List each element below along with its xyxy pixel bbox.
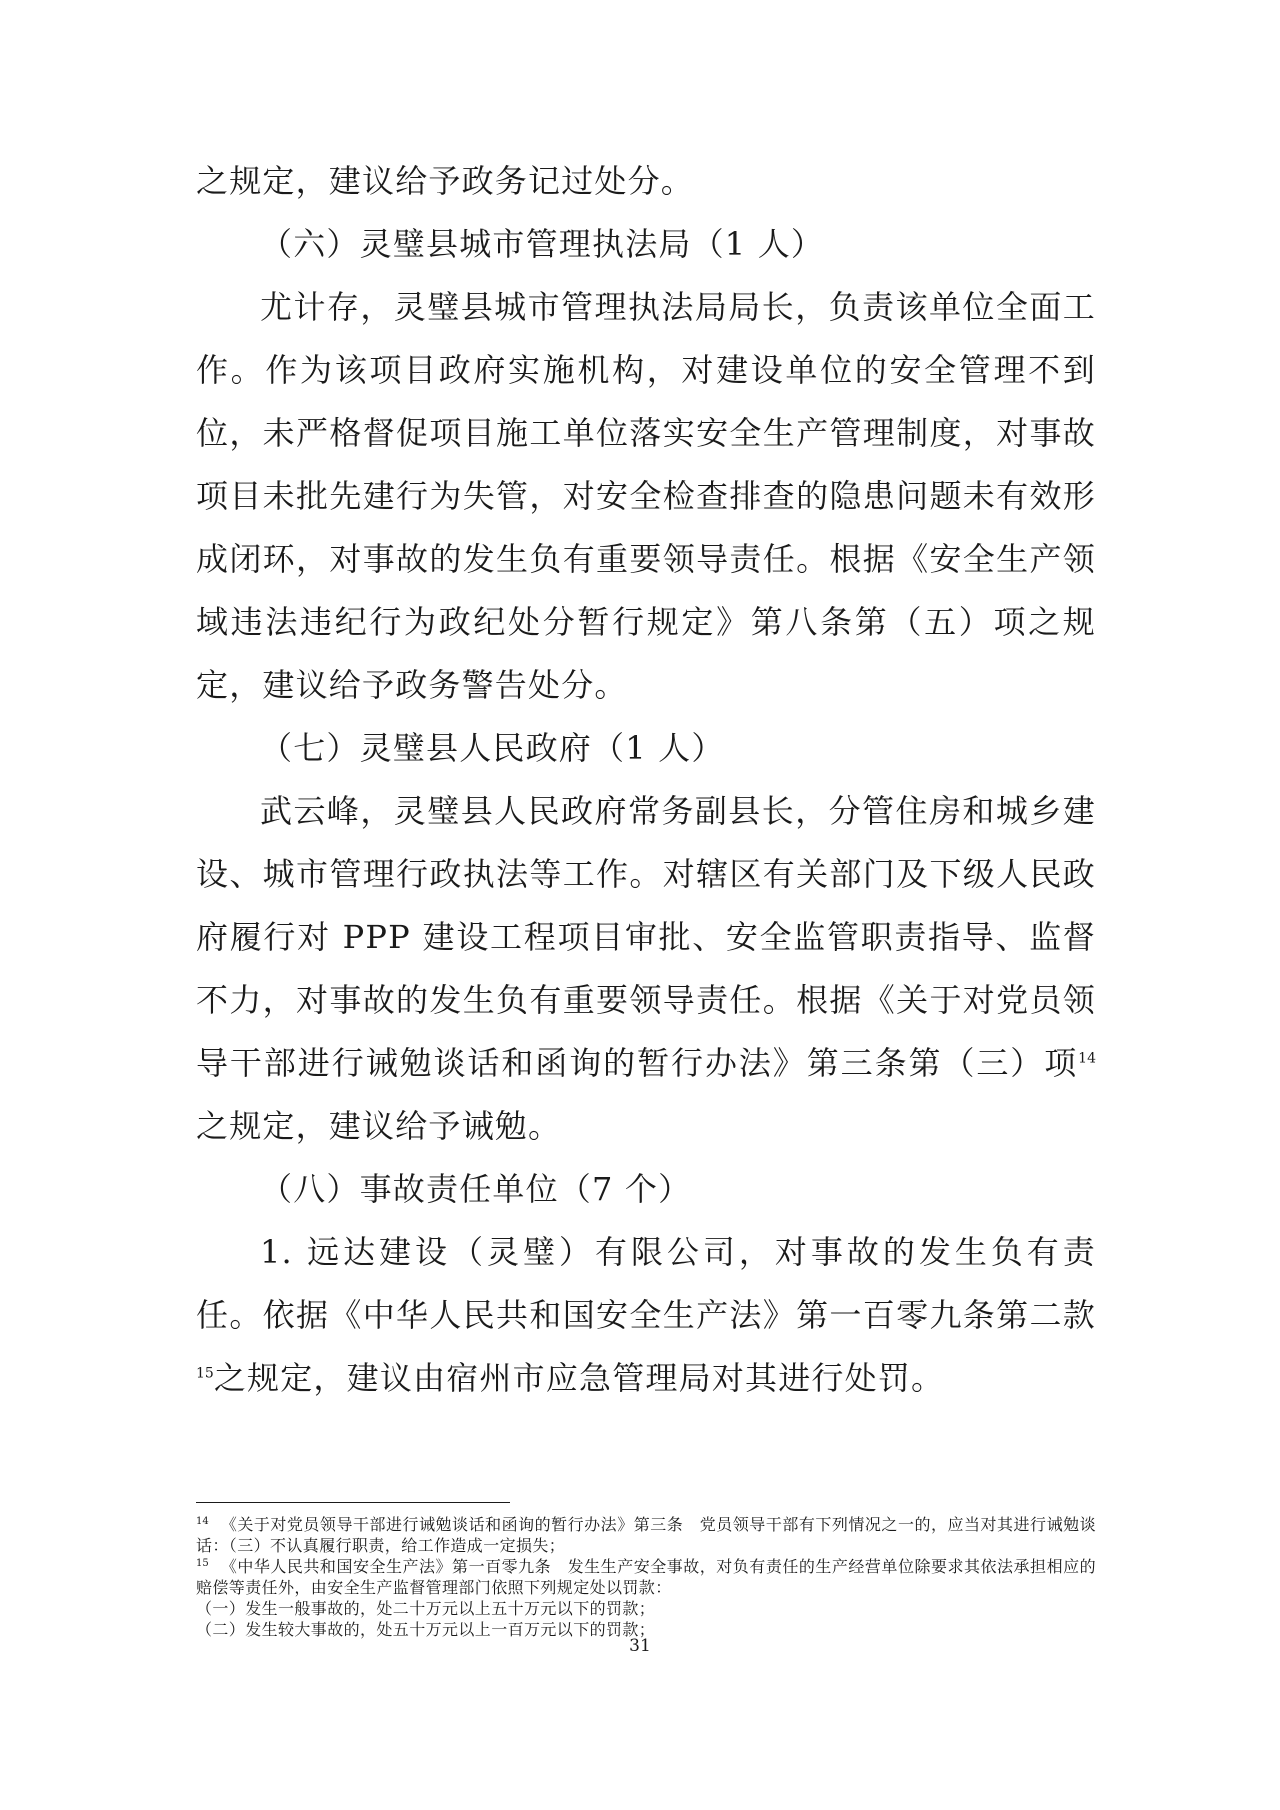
heading-text: （七）灵璧县人民政府（1 人） bbox=[260, 729, 725, 767]
paragraph-text: 之规定，建议给予政务记过处分。 bbox=[196, 162, 695, 200]
footnote-marker: 15 bbox=[196, 1557, 209, 1569]
footnote-marker: 14 bbox=[196, 1515, 209, 1527]
section-heading-8 bbox=[196, 1158, 1096, 1221]
paragraph-text: 1. 远达建设（灵璧）有限公司，对事故的发生负有责任。依据《中华人民共和国安全生产法》第一百零九条第二款 bbox=[196, 1233, 1096, 1334]
paragraph-text: 尤计存，灵璧县城市管理执法局局长，负责该单位全面工作。作为该项目政府实施机构，对建设单位的安全管理不到位，未严格督促项目施工单位落实安全生产管理制度，对事故项目未批先建行为失管，对安全检查排查的隐患问题未有效形成闭环，对事故的发生负有重要领导责任。根据《安全生产领域违法违纪行为政纪处分暂行规定》第八条第（五）项之规定，建议给予政务警告处分。 bbox=[196, 288, 1096, 704]
footnote-text: 《中华人民共和国安全生产法》第一百零九条 发生生产安全事故，对负有责任的生产经营单位除要求其依法承担相应的赔偿等责任外，由安全生产监督管理部门依照下列规定处以罚款： bbox=[196, 1557, 1096, 1597]
footnote-14 bbox=[196, 1514, 1096, 1556]
footnote-text: （二）发生较大事故的，处五十万元以上一百万元以下的罚款； bbox=[196, 1620, 656, 1639]
footnotes bbox=[196, 1514, 1096, 1640]
heading-text: （六）灵璧县城市管理执法局（1 人） bbox=[260, 225, 825, 263]
footnote-reference-15[interactable]: 15 bbox=[196, 1365, 214, 1382]
body-text bbox=[196, 150, 1096, 1410]
paragraph-text: 武云峰，灵璧县人民政府常务副县长，分管住房和城乡建设、城市管理行政执法等工作。对辖区有关部门及下级人民政府履行对 PPP 建设工程项目审批、安全监管职责指导、监督不力，对事故的发生负有重要领导责任。根据《关于对党员领导干部进行诫勉谈话和函询的暂行办法》第三条第（三）项 bbox=[196, 792, 1096, 1082]
footnote-15 bbox=[196, 1556, 1096, 1598]
paragraph-continuation bbox=[196, 150, 1096, 213]
paragraph-text-after-ref: 之规定，建议由宿州市应急管理局对其进行处罚。 bbox=[213, 1359, 945, 1397]
paragraph-yuanda-construction bbox=[196, 1221, 1096, 1410]
footnote-text: （一）发生一般事故的，处二十万元以上五十万元以下的罚款； bbox=[196, 1599, 656, 1618]
paragraph-wu-yunfeng bbox=[196, 780, 1096, 1158]
page-number: 31 bbox=[629, 1636, 651, 1656]
section-heading-7 bbox=[196, 717, 1096, 780]
footnote-divider bbox=[196, 1502, 510, 1503]
paragraph-text-after-ref: 之规定，建议给予诫勉。 bbox=[196, 1107, 562, 1145]
footnote-text: 《关于对党员领导干部进行诫勉谈话和函询的暂行办法》第三条 党员领导干部有下列情况之一的，应当对其进行诫勉谈话：（三）不认真履行职责，给工作造成一定损失； bbox=[196, 1515, 1096, 1555]
paragraph-you-jicun bbox=[196, 276, 1096, 717]
footnote-reference-14[interactable]: 14 bbox=[1078, 1050, 1096, 1067]
heading-text: （八）事故责任单位（7 个） bbox=[260, 1170, 692, 1208]
section-heading-6 bbox=[196, 213, 1096, 276]
footnote-15-item-1 bbox=[196, 1598, 1096, 1619]
